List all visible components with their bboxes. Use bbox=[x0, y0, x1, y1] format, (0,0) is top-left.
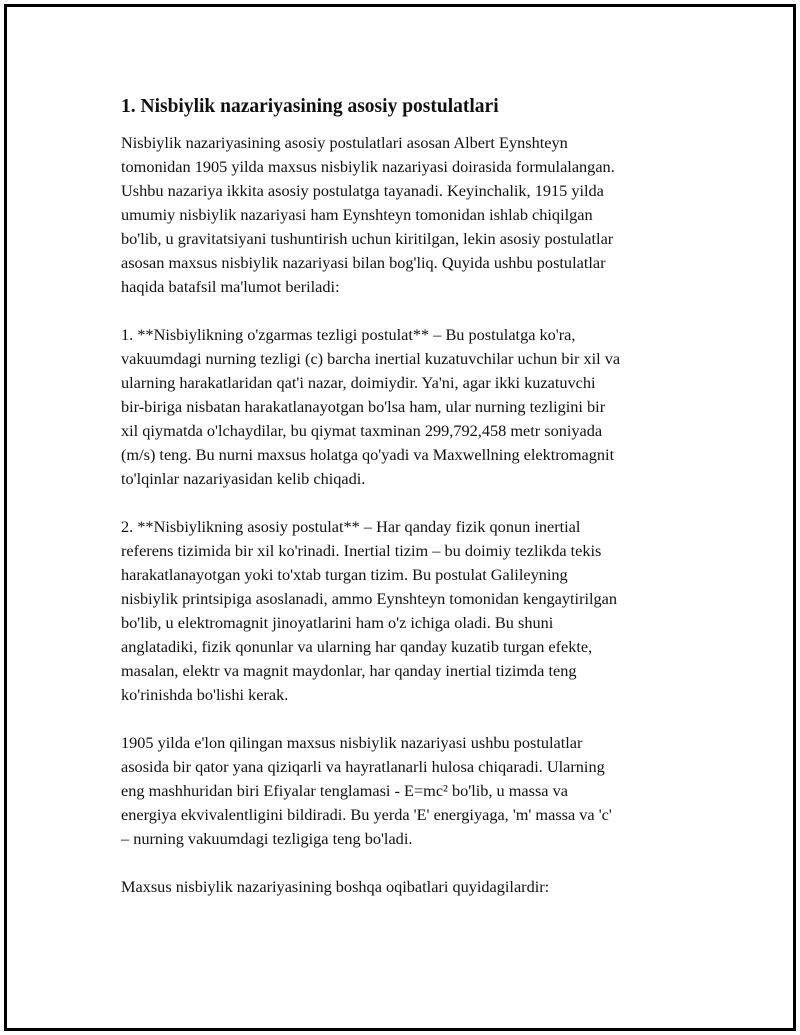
text-line: bo'lib, u elektromagnit jinoyatlarini ham o'z ichiga oladi. Bu shuni bbox=[121, 613, 554, 632]
paragraph bbox=[121, 515, 701, 707]
text-line: asosida bir qator yana qiziqarli va hayratlanarli hulosa chiqaradi. Ularning bbox=[121, 757, 605, 776]
text-line: anglatadiki, fizik qonunlar va ularning har qanday kuzatib turgan efekte, bbox=[121, 637, 593, 656]
text-line: tomonidan 1905 yilda maxsus nisbiylik nazariyasi doirasida formulalangan. bbox=[121, 157, 615, 176]
document-title: 1. Nisbiylik nazariyasining asosiy postulatlari bbox=[121, 96, 499, 117]
paragraph-spacer bbox=[121, 851, 701, 875]
text-line: Ushbu nazariya ikkita asosiy postulatga tayanadi. Keyinchalik, 1915 yilda bbox=[121, 181, 604, 200]
text-line: umumiy nisbiylik nazariyasi ham Eynshteyn tomonidan ishlab chiqilgan bbox=[121, 205, 593, 224]
text-line: energiya ekvivalentligini bildiradi. Bu yerda 'E' energiyaga, 'm' massa va 'c' bbox=[121, 805, 612, 824]
text-line: referens tizimida bir xil ko'rinadi. Inertial tizim – bu doimiy tezlikda tekis bbox=[121, 541, 602, 560]
text-line: masalan, elektr va magnit maydonlar, har qanday inertial tizimda teng bbox=[121, 661, 577, 680]
text-line: 1905 yilda e'lon qilingan maxsus nisbiylik nazariyasi ushbu postulatlar bbox=[121, 733, 583, 752]
text-line: vakuumdagi nurning tezligi (c) barcha inertial kuzatuvchilar uchun bir xil va bbox=[121, 349, 621, 368]
text-line: bo'lib, u gravitatsiyani tushuntirish uchun kiritilgan, lekin asosiy postulatlar bbox=[121, 229, 614, 248]
paragraph bbox=[121, 731, 701, 851]
text-line: to'lqinlar nazariyasidan kelib chiqadi. bbox=[121, 469, 366, 488]
text-line: (m/s) teng. Bu nurni maxsus holatga qo'yadi va Maxwellning elektromagnit bbox=[121, 445, 615, 464]
text-line: ko'rinishda bo'lishi kerak. bbox=[121, 685, 289, 704]
paragraph-spacer bbox=[121, 707, 701, 731]
text-line: Nisbiylik nazariyasining asosiy postulatlari asosan Albert Eynshteyn bbox=[121, 133, 568, 152]
paragraph bbox=[121, 875, 701, 899]
paragraph bbox=[121, 323, 701, 491]
text-line: 2. **Nisbiylikning asosiy postulat** – Har qanday fizik qonun inertial bbox=[121, 517, 581, 536]
text-line: harakatlanayotgan yoki to'xtab turgan tizim. Bu postulat Galileyning bbox=[121, 565, 568, 584]
paragraph-container bbox=[121, 131, 701, 899]
paragraph-spacer bbox=[121, 299, 701, 323]
text-line: ularning harakatlaridan qat'i nazar, doimiydir. Ya'ni, agar ikki kuzatuvchi bbox=[121, 373, 596, 392]
text-line: eng mashhuridan biri Efiyalar tenglamasi - E=mc² bo'lib, u massa va bbox=[121, 781, 568, 800]
text-line: nisbiylik printsipiga asoslanadi, ammo Eynshteyn tomonidan kengaytirilgan bbox=[121, 589, 618, 608]
paragraph bbox=[121, 131, 701, 299]
text-line: 1. **Nisbiylikning o'zgarmas tezligi postulat** – Bu postulatga ko'ra, bbox=[121, 325, 576, 344]
paragraph-spacer bbox=[121, 491, 701, 515]
text-line: Maxsus nisbiylik nazariyasining boshqa oqibatlari quyidagilardir: bbox=[121, 877, 550, 896]
text-line: xil qiymatda o'lchaydilar, bu qiymat taxminan 299,792,458 metr soniyada bbox=[121, 421, 603, 440]
page-frame bbox=[4, 4, 796, 1031]
text-line: bir-biriga nisbatan harakatlanayotgan bo'lsa ham, ular nurning tezligini bir bbox=[121, 397, 606, 416]
text-line: haqida batafsil ma'lumot beriladi: bbox=[121, 277, 340, 296]
text-line: – nurning vakuumdagi tezligiga teng bo'ladi. bbox=[121, 829, 413, 848]
text-line: asosan maxsus nisbiylik nazariyasi bilan bog'liq. Quyida ushbu postulatlar bbox=[121, 253, 606, 272]
document-body bbox=[121, 95, 701, 899]
